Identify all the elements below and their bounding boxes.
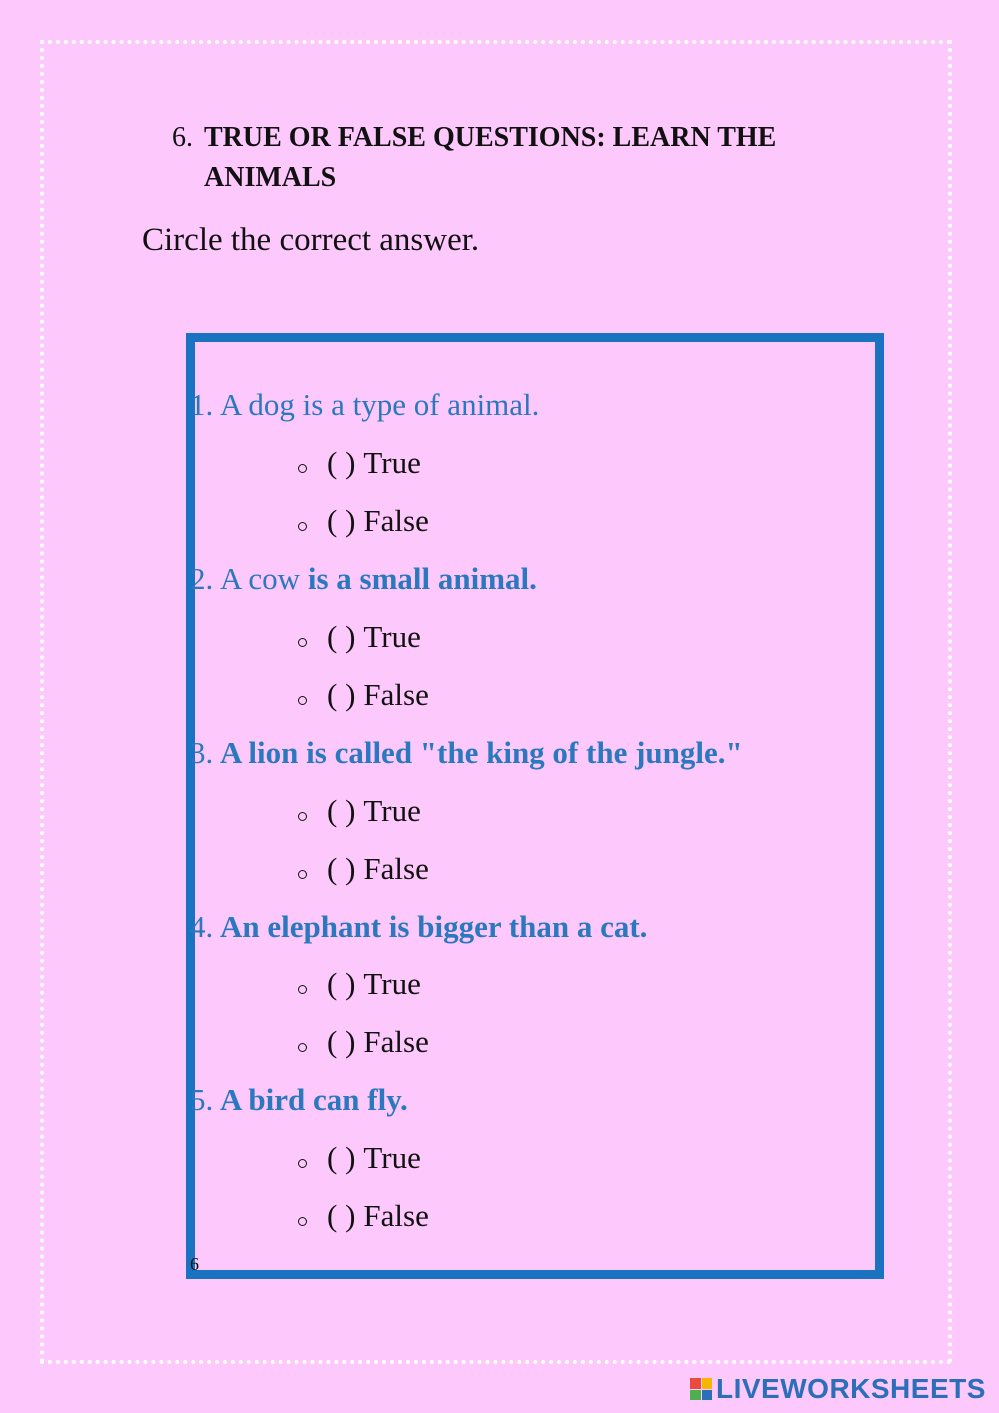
answer-blank[interactable]: ( ) bbox=[327, 445, 356, 480]
option-label: True bbox=[363, 445, 421, 480]
circle-bullet-icon bbox=[298, 638, 307, 647]
option-false[interactable] bbox=[298, 503, 429, 539]
circle-bullet-icon bbox=[298, 985, 307, 994]
option-false[interactable] bbox=[298, 851, 429, 887]
option-label: False bbox=[363, 851, 429, 886]
question-1 bbox=[190, 387, 539, 423]
option-true[interactable] bbox=[298, 793, 421, 829]
trailing-number: 6 bbox=[190, 1254, 199, 1274]
option-label: True bbox=[363, 619, 421, 654]
answer-blank[interactable]: ( ) bbox=[327, 677, 356, 712]
question-3 bbox=[190, 735, 743, 771]
answer-blank[interactable]: ( ) bbox=[327, 503, 356, 538]
instruction-text: Circle the correct answer. bbox=[142, 222, 480, 258]
option-false[interactable] bbox=[298, 677, 429, 713]
option-label: False bbox=[363, 677, 429, 712]
answer-blank[interactable]: ( ) bbox=[327, 1198, 356, 1233]
question-number: 2. bbox=[190, 561, 214, 596]
answer-blank[interactable]: ( ) bbox=[327, 851, 356, 886]
question-number: 4. bbox=[190, 909, 214, 944]
circle-bullet-icon bbox=[298, 1043, 307, 1052]
answer-blank[interactable]: ( ) bbox=[327, 1140, 356, 1175]
circle-bullet-icon bbox=[298, 1217, 307, 1226]
option-false[interactable] bbox=[298, 1198, 429, 1234]
circle-bullet-icon bbox=[298, 696, 307, 705]
answer-blank[interactable]: ( ) bbox=[327, 1024, 356, 1059]
question-number: 3. bbox=[190, 735, 214, 770]
circle-bullet-icon bbox=[298, 812, 307, 821]
question-4 bbox=[190, 909, 647, 945]
logo-icon bbox=[690, 1378, 712, 1400]
question-number: 5. bbox=[190, 1082, 214, 1117]
question-5 bbox=[190, 1082, 408, 1118]
question-text-bold: A lion is called "the king of the jungle." bbox=[220, 735, 743, 770]
question-text: A cow bbox=[220, 561, 308, 596]
question-text-bold: A bird can fly. bbox=[220, 1082, 408, 1117]
answer-blank[interactable]: ( ) bbox=[327, 793, 356, 828]
option-false[interactable] bbox=[298, 1024, 429, 1060]
answer-blank[interactable]: ( ) bbox=[327, 966, 356, 1001]
option-label: False bbox=[363, 503, 429, 538]
circle-bullet-icon bbox=[298, 464, 307, 473]
logo-text: LIVEWORKSHEETS bbox=[716, 1373, 986, 1404]
section-title: TRUE OR FALSE QUESTIONS: LEARN THE ANIMALS bbox=[204, 122, 777, 193]
option-label: True bbox=[363, 1140, 421, 1175]
option-label: False bbox=[363, 1198, 429, 1233]
section-number: 6. bbox=[172, 122, 193, 153]
question-number: 1. bbox=[190, 387, 214, 422]
answer-blank[interactable]: ( ) bbox=[327, 619, 356, 654]
circle-bullet-icon bbox=[298, 870, 307, 879]
option-true[interactable] bbox=[298, 1140, 421, 1176]
circle-bullet-icon bbox=[298, 1159, 307, 1168]
option-true[interactable] bbox=[298, 619, 421, 655]
circle-bullet-icon bbox=[298, 522, 307, 531]
option-label: True bbox=[363, 793, 421, 828]
question-text: A dog is a type of animal. bbox=[220, 387, 540, 422]
option-label: False bbox=[363, 1024, 429, 1059]
question-text-bold: An elephant is bigger than a cat. bbox=[220, 909, 648, 944]
questions-box bbox=[186, 333, 884, 1279]
option-true[interactable] bbox=[298, 445, 421, 481]
option-true[interactable] bbox=[298, 966, 421, 1002]
liveworksheets-logo bbox=[690, 1374, 986, 1404]
option-label: True bbox=[363, 966, 421, 1001]
question-2 bbox=[190, 561, 537, 597]
question-text-bold: is a small animal. bbox=[307, 561, 537, 596]
